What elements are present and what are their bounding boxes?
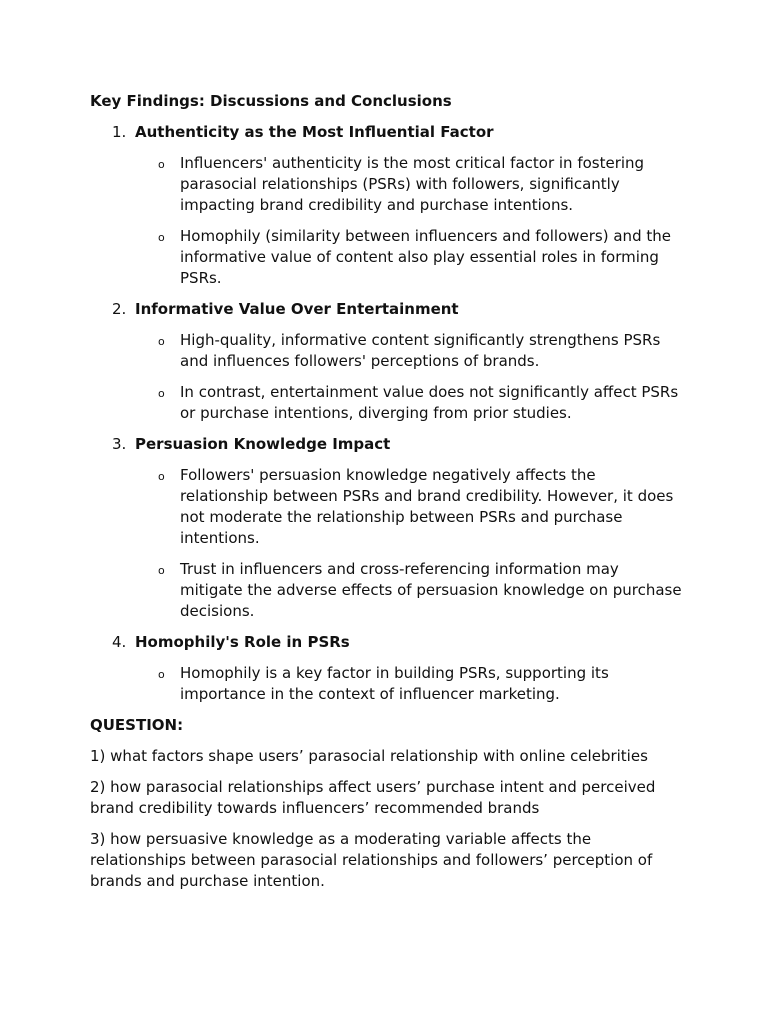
finding-section-1 <box>90 122 685 289</box>
section-heading-text: Authenticity as the Most Influential Factor <box>135 123 494 141</box>
finding-section-3 <box>90 434 685 622</box>
bullet-text: In contrast, entertainment value does not significantly affect PSRs or purchase intentions, diverging from prior studies. <box>180 383 679 422</box>
question-item: 3) how persuasive knowledge as a moderating variable affects the relationships between parasocial relationships and followers’ perception of brands and purchase intention. <box>90 830 653 890</box>
bullet-item <box>90 153 685 216</box>
finding-section-4 <box>90 632 685 705</box>
bullet-text: Followers' persuasion knowledge negatively affects the relationship between PSRs and brand credibility. However, it does not moderate the relationship between PSRs and purchase intentions. <box>180 466 674 547</box>
bullet-text: High-quality, informative content significantly strengthens PSRs and influences followers' perceptions of brands. <box>180 331 661 370</box>
bullet-circle-icon: o <box>158 231 165 244</box>
section-heading <box>90 299 685 320</box>
section-number: 3. <box>112 435 127 453</box>
bullet-item <box>90 559 685 622</box>
bullet-circle-icon: o <box>158 158 165 171</box>
bullet-circle-icon: o <box>158 668 165 681</box>
bullet-text: Homophily is a key factor in building PSRs, supporting its importance in the context of influencer marketing. <box>180 664 609 703</box>
section-heading-text: Homophily's Role in PSRs <box>135 633 350 651</box>
document-title: Key Findings: Discussions and Conclusions <box>90 92 452 110</box>
bullet-item <box>90 465 685 549</box>
section-heading-text: Persuasion Knowledge Impact <box>135 435 391 453</box>
section-heading-text: Informative Value Over Entertainment <box>135 300 459 318</box>
bullet-item <box>90 382 685 424</box>
section-number: 4. <box>112 633 127 651</box>
bullet-text: Influencers' authenticity is the most critical factor in fostering parasocial relationships (PSRs) with followers, significantly impacting brand credibility and purchase intentions. <box>180 154 645 214</box>
question-item: 1) what factors shape users’ parasocial relationship with online celebrities <box>90 747 648 765</box>
question-item: 2) how parasocial relationships affect users’ purchase intent and perceived brand credibility towards influencers’ recommended brands <box>90 778 656 817</box>
section-heading <box>90 122 685 143</box>
bullet-item <box>90 330 685 372</box>
bullet-circle-icon: o <box>158 470 165 483</box>
finding-section-2 <box>90 299 685 424</box>
section-heading <box>90 434 685 455</box>
bullet-item <box>90 226 685 289</box>
bullet-circle-icon: o <box>158 564 165 577</box>
section-number: 2. <box>112 300 127 318</box>
section-number: 1. <box>112 123 127 141</box>
document-page <box>90 91 685 902</box>
bullet-circle-icon: o <box>158 387 165 400</box>
section-heading <box>90 632 685 653</box>
bullet-circle-icon: o <box>158 335 165 348</box>
question-heading: QUESTION: <box>90 716 184 734</box>
bullet-text: Homophily (similarity between influencers and followers) and the informative value of content also play essential roles in forming PSRs. <box>180 227 671 287</box>
bullet-text: Trust in influencers and cross-referencing information may mitigate the adverse effects of persuasion knowledge on purchase decisions. <box>180 560 682 620</box>
bullet-item <box>90 663 685 705</box>
